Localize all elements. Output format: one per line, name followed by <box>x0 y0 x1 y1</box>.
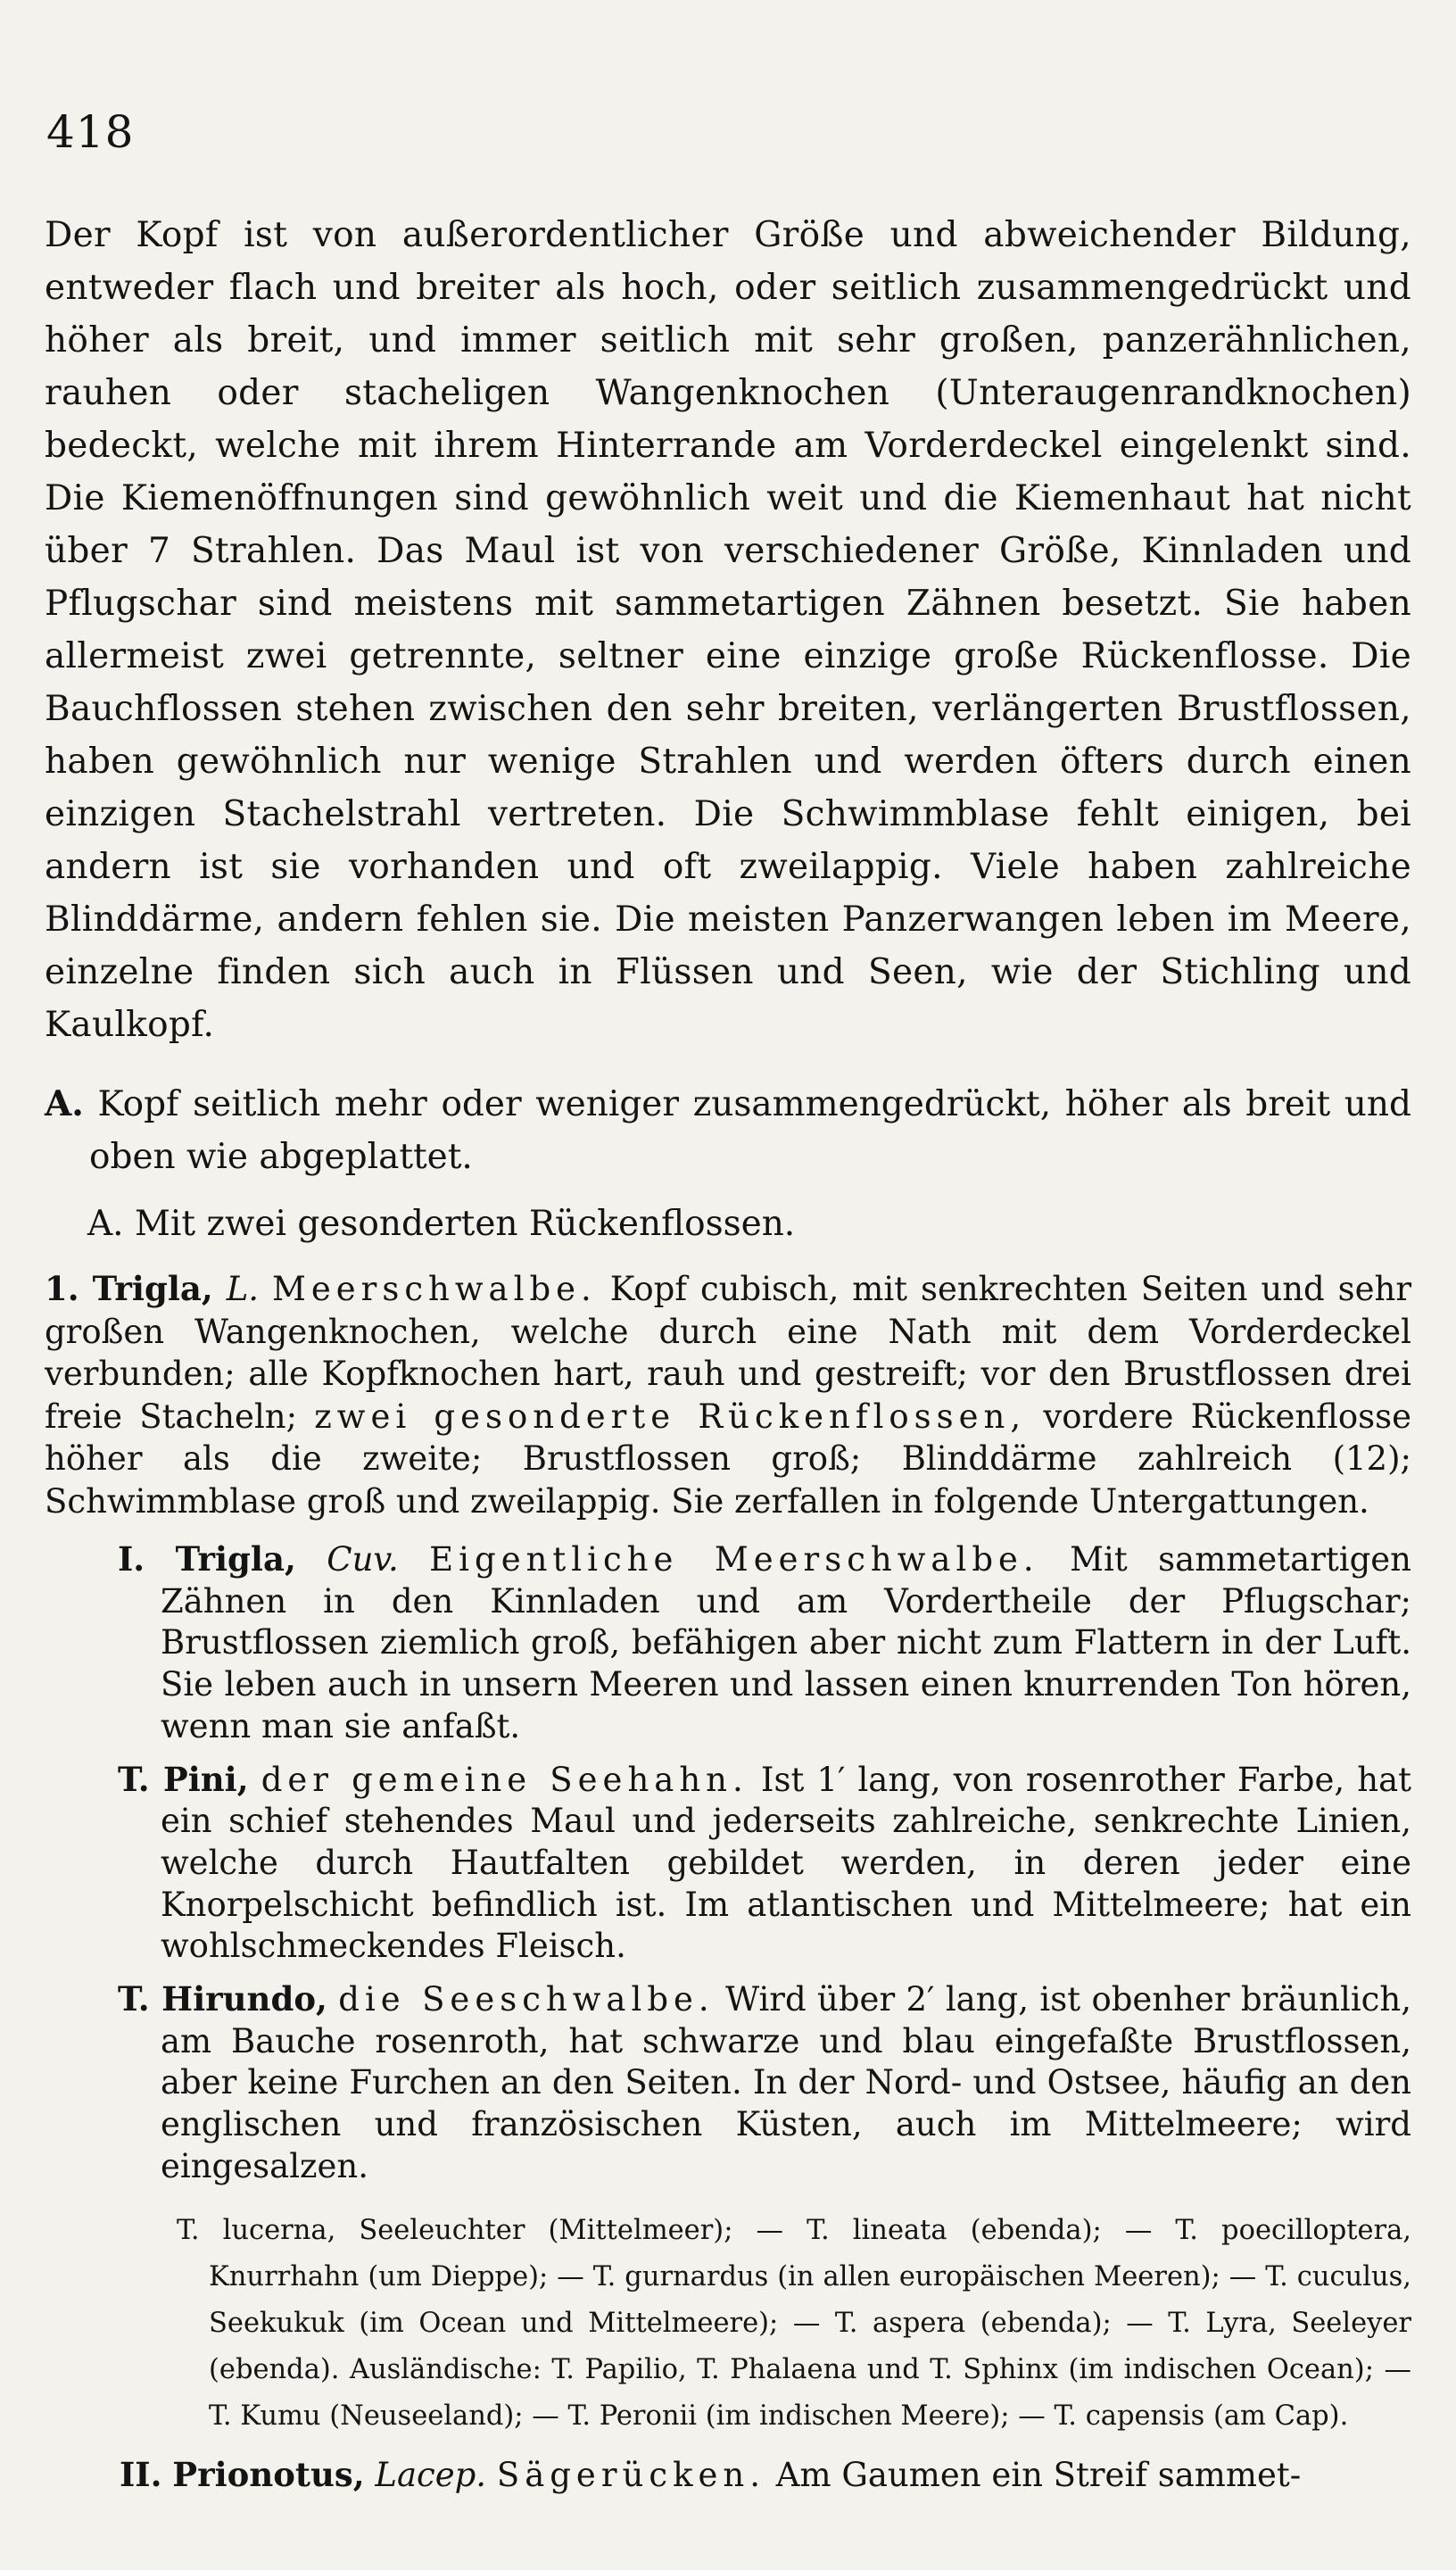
minor-species-list: T. lucerna, Seeleuchter (Mittelmeer); — T. lineata (ebenda); — T. poecilloptera, Knurrhahn (um Dieppe); — T. gurnardus (in allen europäischen Meeren); — T. cuculus, Seekukuk (im Ocean und Mittelmeere); — T. aspera (ebenda); — T. Lyra, Seeleyer (ebenda). Ausländische: T. Papilio, T. Phalaena und T. Sphinx (im indischen Ocean); — T. Kumu (Neuseeland); — T. Peronii (im indischen Meere); — T. capensis (am Cap). <box>177 2214 1411 2432</box>
species-pini <box>45 1759 1411 1969</box>
section-sub-marker: A. <box>87 1204 124 1244</box>
section-sub-text: Mit zwei gesonderten Rückenflossen. <box>134 1204 796 1244</box>
species-hirundo-common-name: die Seeschwalbe. <box>338 1980 715 2019</box>
species-hirundo <box>45 1978 1411 2188</box>
subgenus-description: Mit sammetartigen Zähnen in den Kinnladen und am Vordertheile der Pflugschar; Brustflossen ziemlich groß, befähigen aber nicht zum Flattern in der Luft. Sie leben auch in unsern Meeren und lassen einen knurrenden Ton hören, wenn man sie anfaßt. <box>161 1540 1411 1745</box>
species-hirundo-name: T. Hirundo, <box>118 1979 327 2019</box>
subgenus-trigla <box>45 1538 1411 1748</box>
subgenus-number: I. <box>118 1539 145 1579</box>
intro-paragraph: Der Kopf ist von außerordentlicher Größe und abweichender Bildung, entweder flach und breiter als hoch, oder seitlich zusammengedrückt und höher als breit, und immer seitlich mit sehr großen, panzerähnlichen, rauhen oder stacheligen Wangenknochen (Unteraugenrandknochen) bedeckt, welche mit ihrem Hinterrande am Vorderdeckel eingelenkt sind. Die Kiemenöffnungen sind gewöhnlich weit und die Kiemenhaut hat nicht über 7 Strahlen. Das Maul ist von verschiedener Größe, Kinnladen und Pflugschar sind meistens mit sammetartigen Zähnen besetzt. Sie haben allermeist zwei getrennte, seltner eine einzige große Rückenflosse. Die Bauchflossen stehen zwischen den sehr breiten, verlängerten Brustflossen, haben gewöhnlich nur wenige Strahlen und werden öfters durch einen einzigen Stachelstrahl vertreten. Die Schwimmblase fehlt einigen, bei andern ist sie vorhanden und oft zweilappig. Viele haben zahlreiche Blinddärme, andern fehlen sie. Die meisten Panzerwangen leben im Meere, einzelne finden sich auch in Flüssen und Seen, wie der Stichling und Kaulkopf. <box>45 215 1411 1045</box>
genus-description: Kopf cubisch, mit senkrechten Seiten und sehr großen Wangenknochen, welche durch eine Nath mit dem Vorderdeckel verbunden; alle Kopfknochen hart, rauh und gestreift; vor den Brustflossen drei freie Stacheln; <box>45 1270 1412 1436</box>
genus-author: L. <box>226 1270 260 1308</box>
subgenus-name: Trigla, <box>175 1539 296 1579</box>
genus-number: 1. <box>45 1269 79 1308</box>
genus-spaced-phrase: zwei gesonderte Rückenflossen, <box>314 1397 1027 1436</box>
genus-description-2: vordere Rückenflosse höher als die zweite; Brustflossen groß; Blinddärme zahlreich (12); Schwimmblase groß und zweilappig. Sie zerfallen in folgende Untergattungen. <box>45 1397 1412 1521</box>
prionotus-author: Lacep. <box>375 2455 487 2494</box>
section-subheading <box>45 1198 1411 1250</box>
subgenus-prionotus <box>45 2454 1411 2496</box>
species-pini-description: Ist 1′ lang, von rosenrother Farbe, hat ein schief stehendes Maul und jederseits zahlreiche, senkrechte Linien, welche durch Hautfalten gebildet werden, in deren jeder eine Knorpelschicht befindlich ist. Im atlantischen und Mittelmeere; hat ein wohlschmeckendes Fleisch. <box>161 1760 1411 1966</box>
prionotus-common-name: Sägerücken. <box>496 2455 765 2494</box>
prionotus-number: II. <box>120 2454 162 2494</box>
prionotus-description: Am Gaumen ein Streif sammet- <box>775 2455 1302 2494</box>
genus-trigla <box>45 1268 1411 1522</box>
section-a-marker: A. <box>45 1083 84 1124</box>
species-hirundo-description: Wird über 2′ lang, ist obenher bräunlich, am Bauche rosenroth, hat schwarze und blau eingefaßte Brustflossen, aber keine Furchen an den Seiten. In der Nord- und Ostsee, häufig an den englischen und französischen Küsten, auch im Mittelmeere; wird eingesalzen. <box>161 1980 1411 2185</box>
species-pini-name: T. Pini, <box>118 1759 249 1799</box>
genus-common-name: Meerschwalbe. <box>271 1270 597 1308</box>
subgenus-author: Cuv. <box>327 1540 399 1579</box>
section-a-text: Kopf seitlich mehr oder weniger zusammengedrückt, höher als breit und oben wie abgeplattet. <box>89 1084 1411 1177</box>
prionotus-name: Prionotus, <box>172 2454 365 2494</box>
genus-name: Trigla, <box>92 1269 213 1308</box>
section-a <box>45 1078 1411 1183</box>
page-number: 418 <box>46 106 135 158</box>
species-pini-common-name: der gemeine Seehahn. <box>261 1760 749 1799</box>
subgenus-common-name: Eigentliche Meerschwalbe. <box>429 1540 1039 1579</box>
